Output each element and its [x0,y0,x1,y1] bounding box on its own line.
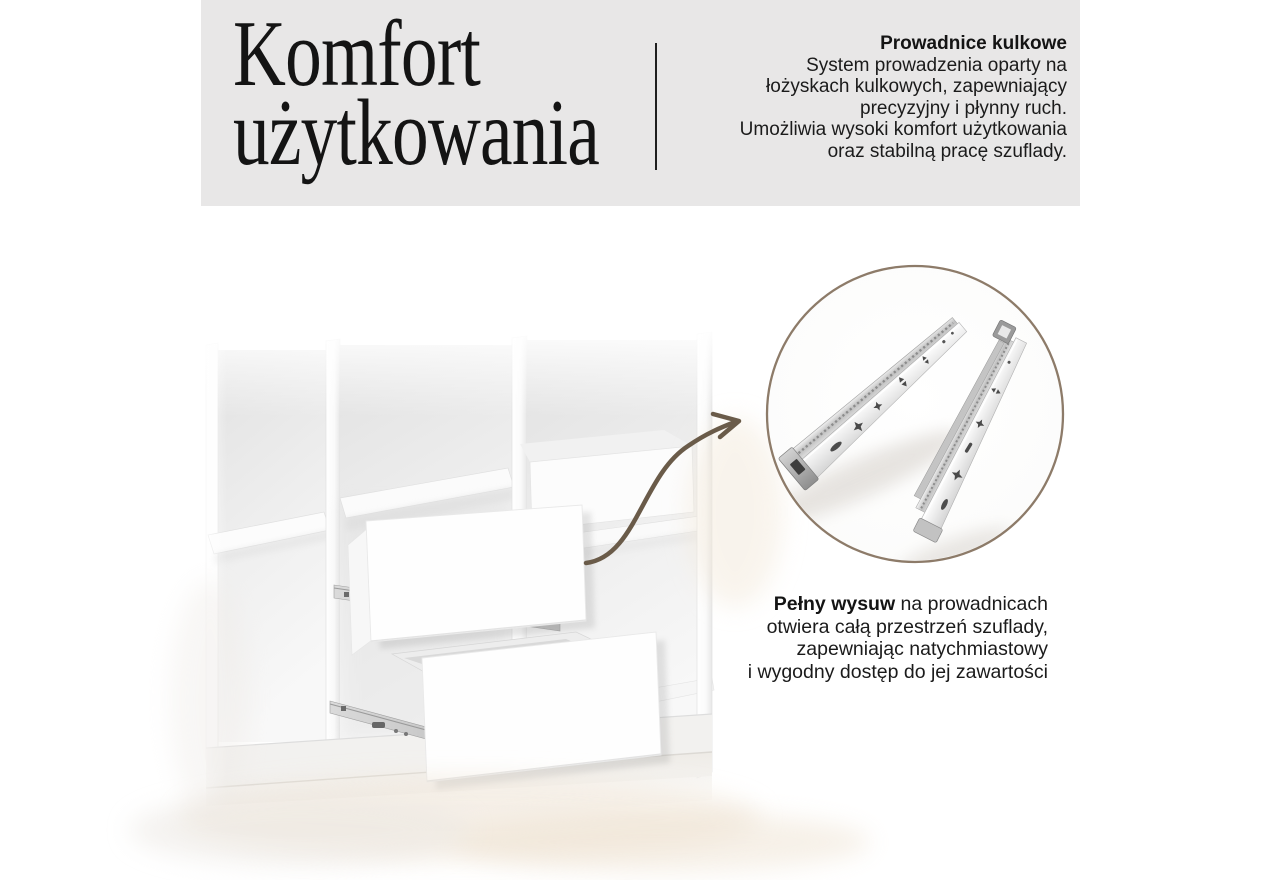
caption-lead-rest: na prowadnicach [895,593,1048,615]
feature-line: Umożliwia wysoki komfort użytkowania [739,119,1067,140]
full-extension-caption [618,593,1048,683]
feature-description [637,33,1067,162]
feature-heading: Prowadnice kulkowe [880,33,1067,54]
feature-line: System prowadzenia oparty na [806,54,1067,76]
feature-line: precyzyjny i płynny ruch. [860,97,1067,119]
caption-line: zapewniając natychmiastowy [796,638,1048,660]
upper-drawer-front [366,505,586,642]
wardrobe-cabinet [195,325,720,834]
feature-line: łożyskach kulkowych, zapewniający [766,76,1067,97]
caption-line [618,593,1048,616]
caption-line: otwiera całą przestrzeń szuflady, [766,615,1048,638]
caption-line: i wygodny dostęp do jej zawartości [747,660,1048,683]
callout-circle [756,266,1063,585]
feature-line: oraz stabilną pracę szuflady. [827,140,1067,162]
page-title-line1: Komfort [233,2,481,106]
page-title-line2: użytkowania [233,81,600,185]
page-title [233,2,600,185]
caption-lead: Pełny wysuw [773,593,896,615]
